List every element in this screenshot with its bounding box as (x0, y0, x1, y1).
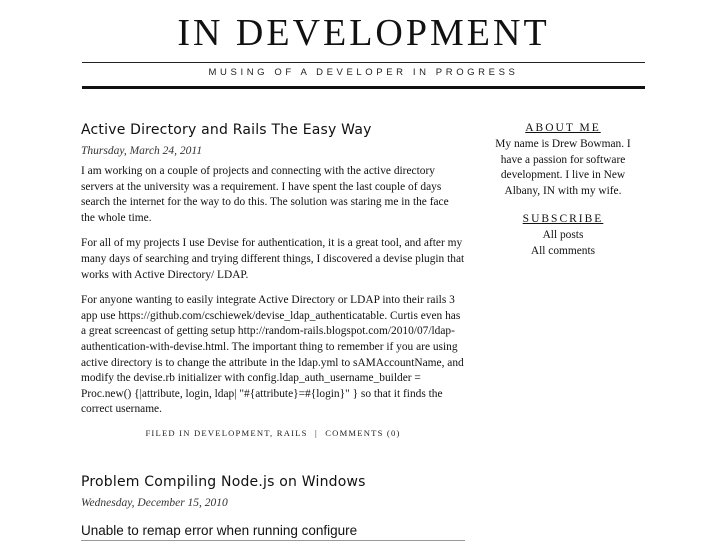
about-heading[interactable]: ABOUT ME (525, 122, 601, 134)
post-paragraph: For all of my projects I use Devise for authentication, it is a great tool, and after my many days of searching and trying different things, I discovered a devise plugin that works with Active Directory/ LDAP. (81, 237, 465, 281)
post-date: Wednesday, December 15, 2010 (81, 496, 228, 509)
sidebar-about (487, 121, 639, 199)
post-meta (81, 426, 465, 440)
subscribe-heading[interactable]: SUBSCRIBE (522, 213, 604, 226)
sidebar-subscribe (487, 212, 639, 259)
post-paragraph: I am working on a couple of projects and connecting with the active directory servers at the university was a requirement. I have spent the last couple of days search the internet for the way to do this. The solution was staring me in the face the whole time. (81, 165, 449, 224)
meta-separator: | (314, 427, 318, 438)
post-active-directory (81, 118, 465, 440)
header-rule-top (82, 62, 645, 63)
site-title[interactable]: IN DEVELOPMENT (177, 12, 550, 54)
site-tagline: MUSING OF A DEVELOPER IN PROGRESS (208, 67, 519, 78)
post-date: Thursday, March 24, 2011 (81, 145, 203, 157)
category-link-rails[interactable]: RAILS (276, 427, 308, 438)
comments-link[interactable]: COMMENTS (0) (325, 427, 401, 438)
main-content (81, 118, 465, 541)
post-title[interactable]: Active Directory and Rails The Easy Way (81, 122, 372, 138)
sidebar (487, 121, 639, 260)
post-paragraph: For anyone wanting to easily integrate Active Directory or LDAP into their rails 3 app use https://github.com/cschiewek/devise_ldap_authenticatable. Curtis even has a great screencast of getting setup http://random-rails.blogspot.com/2010/07/ldap-authentication-with-devise.html. The important thing to remember if you are using active directory is to change the attribute in the ldap.yml to sAMAccountName, and modify the devise.rb initializer with config.ldap_auth_username_builder = Proc.new() {|attribute, login, ldap| "#{attribute}=#{login}" } so that it finds the correct username. (81, 294, 464, 416)
category-link-development[interactable]: DEVELOPMENT (193, 427, 271, 438)
subscribe-all-comments-link[interactable]: All comments (530, 244, 596, 257)
post-title[interactable]: Problem Compiling Node.js on Windows (81, 473, 366, 490)
post-subheading: Unable to remap error when running configure (81, 522, 465, 541)
header-rule-bottom (82, 86, 645, 89)
about-text: My name is Drew Bowman. I have a passion for software development. I live in New Albany, IN with my wife. (495, 138, 631, 197)
post-node-windows (81, 470, 465, 541)
post-body (81, 164, 465, 418)
category-comma: , (270, 427, 274, 438)
filed-in-label: FILED IN (145, 427, 191, 438)
subscribe-all-posts-link[interactable]: All posts (542, 229, 584, 242)
